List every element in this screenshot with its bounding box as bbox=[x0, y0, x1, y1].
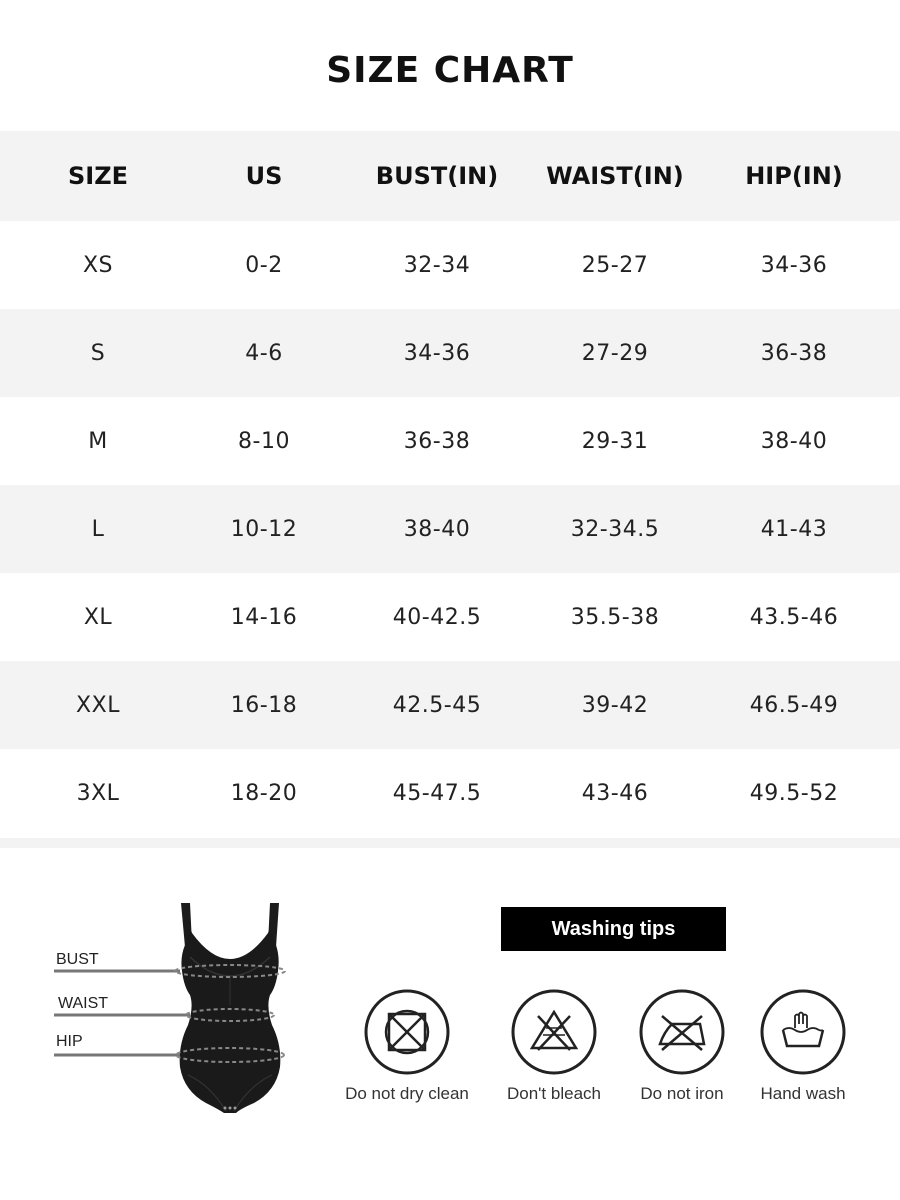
cell-bust: 38-40 bbox=[403, 516, 471, 542]
cell-hip: 38-40 bbox=[760, 428, 828, 454]
cell-us: 14-16 bbox=[230, 604, 298, 630]
cell-hip: 49.5-52 bbox=[749, 780, 839, 806]
col-header-size: SIZE bbox=[67, 162, 128, 190]
care-item-hand-wash bbox=[728, 988, 878, 1104]
care-label: Hand wash bbox=[760, 1084, 846, 1103]
no-iron-icon bbox=[638, 988, 726, 1076]
table-row bbox=[0, 661, 900, 749]
table-row bbox=[0, 485, 900, 573]
table-row bbox=[0, 309, 900, 397]
table-row bbox=[0, 573, 900, 661]
col-header-bust: BUST(IN) bbox=[375, 162, 499, 190]
col-header-hip: HIP(IN) bbox=[745, 162, 843, 190]
table-row bbox=[0, 221, 900, 309]
cell-hip: 36-38 bbox=[760, 340, 828, 366]
care-label: Do not dry clean bbox=[345, 1084, 469, 1103]
cell-waist: 27-29 bbox=[581, 340, 649, 366]
hip-label: HIP bbox=[56, 1033, 83, 1050]
cell-waist: 32-34.5 bbox=[570, 516, 660, 542]
table-row bbox=[0, 749, 900, 837]
cell-us: 16-18 bbox=[230, 692, 298, 718]
waist-label: WAIST bbox=[58, 995, 109, 1012]
cell-bust: 40-42.5 bbox=[392, 604, 482, 630]
cell-size: L bbox=[91, 516, 105, 542]
cell-us: 18-20 bbox=[230, 780, 298, 806]
cell-bust: 36-38 bbox=[403, 428, 471, 454]
cell-size: S bbox=[90, 340, 106, 366]
cell-size: XXL bbox=[76, 692, 120, 718]
cell-size: M bbox=[88, 428, 108, 454]
cell-us: 8-10 bbox=[238, 428, 290, 454]
table-row bbox=[0, 397, 900, 485]
col-header-waist: WAIST(IN) bbox=[546, 162, 684, 190]
care-item-dry-clean bbox=[332, 988, 482, 1104]
cell-waist: 43-46 bbox=[581, 780, 649, 806]
cell-hip: 43.5-46 bbox=[749, 604, 839, 630]
hand-wash-icon bbox=[759, 988, 847, 1076]
size-table bbox=[0, 131, 900, 837]
cell-waist: 29-31 bbox=[581, 428, 649, 454]
cell-size: XL bbox=[83, 604, 113, 630]
page-title: SIZE CHART bbox=[326, 50, 574, 91]
measurement-figure bbox=[40, 895, 320, 1120]
care-label: Do not iron bbox=[640, 1084, 724, 1103]
cell-bust: 45-47.5 bbox=[392, 780, 482, 806]
cell-bust: 34-36 bbox=[403, 340, 471, 366]
washing-tips-header: Washing tips bbox=[501, 907, 726, 951]
care-label: Don't bleach bbox=[507, 1084, 601, 1103]
cell-waist: 25-27 bbox=[581, 252, 649, 278]
table-header-row bbox=[0, 131, 900, 221]
cell-waist: 39-42 bbox=[581, 692, 649, 718]
table-bottom-band bbox=[0, 838, 900, 848]
bust-label: BUST bbox=[56, 951, 99, 968]
cell-hip: 46.5-49 bbox=[749, 692, 839, 718]
cell-us: 10-12 bbox=[230, 516, 298, 542]
cell-size: XS bbox=[82, 252, 114, 278]
cell-us: 4-6 bbox=[245, 340, 283, 366]
cell-hip: 34-36 bbox=[760, 252, 828, 278]
cell-us: 0-2 bbox=[245, 252, 283, 278]
cell-size: 3XL bbox=[76, 780, 120, 806]
cell-bust: 42.5-45 bbox=[392, 692, 482, 718]
cell-waist: 35.5-38 bbox=[570, 604, 660, 630]
cell-bust: 32-34 bbox=[403, 252, 471, 278]
no-bleach-icon bbox=[510, 988, 598, 1076]
col-header-us: US bbox=[245, 162, 283, 190]
no-dry-clean-icon bbox=[363, 988, 451, 1076]
cell-hip: 41-43 bbox=[760, 516, 828, 542]
